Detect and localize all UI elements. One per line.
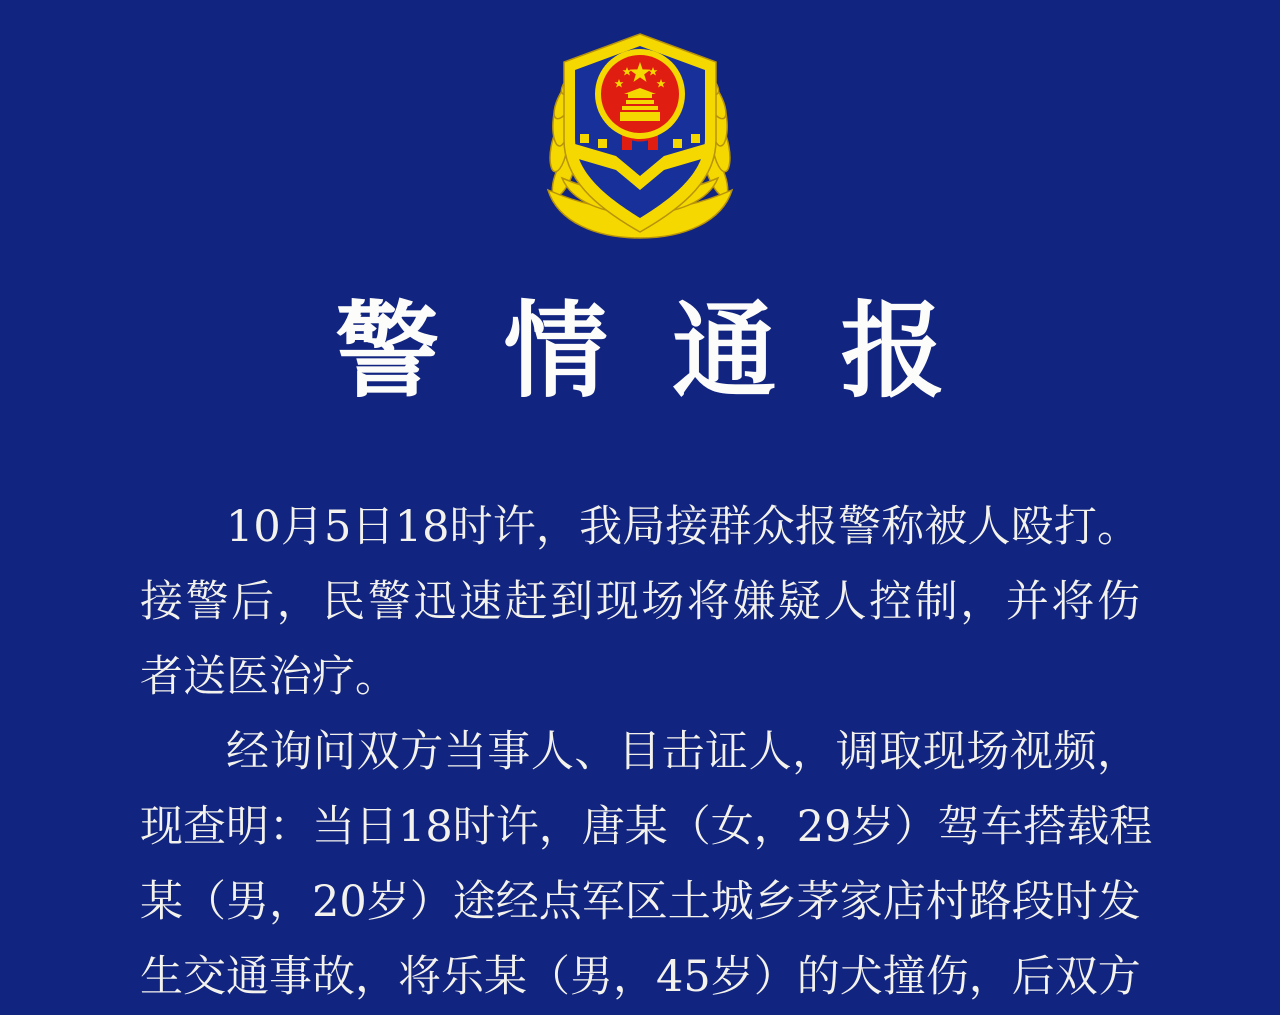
notice-line-4: 经询问双方当事人、目击证人，调取现场视频， — [226, 727, 1140, 777]
national-emblem — [595, 49, 685, 139]
notice-line-5: 现查明：当日18时许，唐某（女，29岁）驾车搭载程 — [140, 802, 1153, 852]
notice-line-7: 生交通事故，将乐某（男，45岁）的犬撞伤，后双方 — [140, 952, 1141, 1002]
notice-line-2: 接警后，民警迅速赶到现场将嫌疑人控制，并将伤 — [140, 577, 1140, 627]
police-notice-page — [0, 22, 1280, 1002]
notice-title: 警情通报 — [335, 289, 1010, 412]
notice-line-3: 者送医治疗。 — [140, 652, 398, 702]
police-badge — [538, 22, 742, 246]
police-badge-icon — [538, 22, 742, 242]
notice-line-1: 10月5日18时许，我局接群众报警称被人殴打。 — [226, 502, 1140, 552]
notice-line-6: 某（男，20岁）途经点军区土城乡茅家店村路段时发 — [140, 877, 1141, 927]
notice-body — [140, 490, 1153, 1015]
